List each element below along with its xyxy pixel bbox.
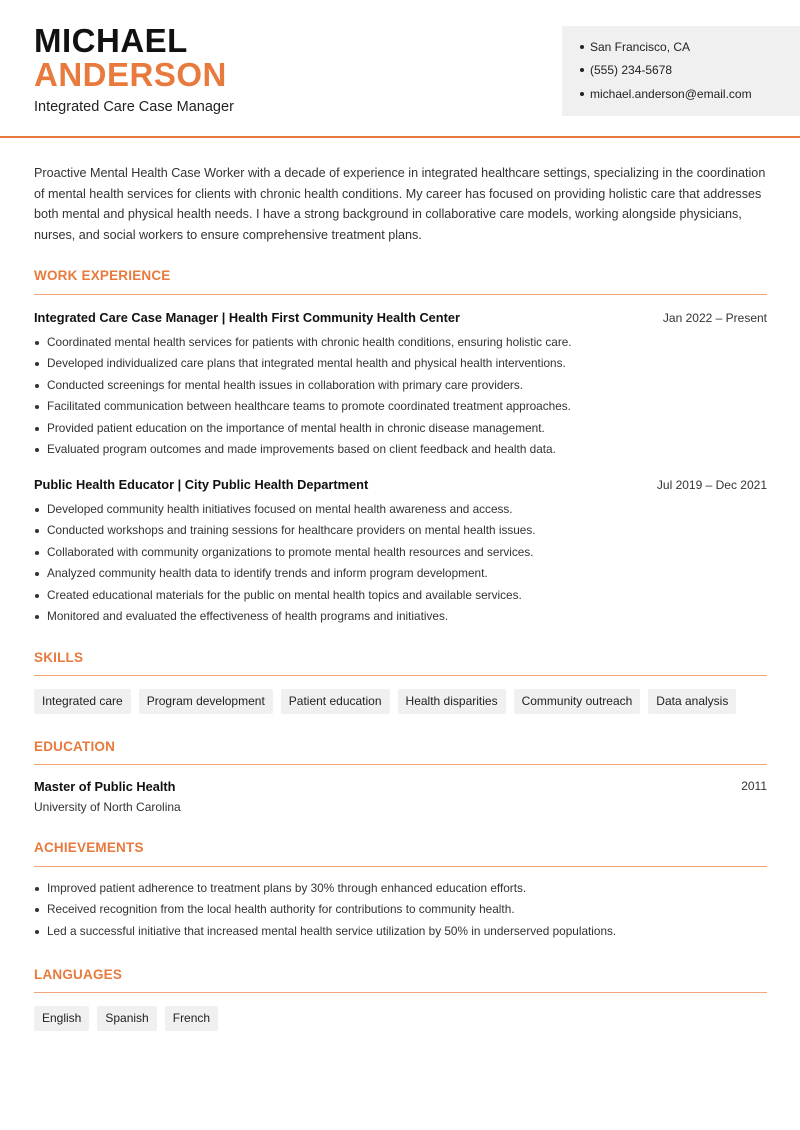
- list-item: Evaluated program outcomes and made improvements based on client feedback and health data.: [34, 439, 774, 460]
- section-divider: [34, 294, 767, 295]
- list-item: Collaborated with community organizations to promote mental health resources and services.: [34, 542, 774, 563]
- list-item: Monitored and evaluated the effectiveness of health programs and initiatives.: [34, 606, 774, 627]
- list-item: Facilitated communication between healthcare teams to promote coordinated treatment approaches.: [34, 396, 774, 417]
- language-tag: French: [165, 1006, 218, 1031]
- job-2-dates: Jul 2019 – Dec 2021: [656, 478, 767, 492]
- contact-email: [580, 87, 752, 101]
- language-tag: English: [34, 1006, 89, 1031]
- skills-tags: [34, 689, 736, 714]
- bullet-icon: [580, 92, 584, 96]
- section-divider: [34, 675, 767, 676]
- bullet-icon: [580, 68, 584, 72]
- job-1-dates: Jan 2022 – Present: [662, 311, 767, 325]
- list-item: Conducted screenings for mental health issues in collaboration with primary care providers.: [34, 375, 774, 396]
- headline-title: Integrated Care Case Manager: [34, 99, 234, 115]
- bullet-icon: [580, 45, 584, 49]
- section-divider: [34, 764, 767, 765]
- list-item: Developed individualized care plans that integrated mental health and physical health interventions.: [34, 353, 774, 374]
- list-item: Received recognition from the local health authority for contributions to community health.: [34, 899, 774, 920]
- skill-tag: Health disparities: [398, 689, 506, 714]
- professional-summary: Proactive Mental Health Case Worker with a decade of experience in integrated healthcare settings, specializing in the coordination of mental health services for clients with chronic health conditions. My career has focused on providing holistic care that addresses both mental and physical health needs. I have a strong background in collaborative care models, working alongside physicians, nurses, and social workers to ensure comprehensive treatment plans.: [34, 166, 766, 243]
- last-name: ANDERSON: [34, 56, 227, 93]
- first-name: MICHAEL: [34, 22, 188, 59]
- job-2-heading: Public Health Educator | City Public Health Department: [34, 477, 369, 492]
- contact-location-text: San Francisco, CA: [590, 40, 691, 54]
- contact-email-text: michael.anderson@email.com: [590, 87, 752, 101]
- skills-heading: SKILLS: [34, 650, 84, 665]
- list-item: Coordinated mental health services for patients with chronic health conditions, ensuring holistic care.: [34, 332, 774, 353]
- list-item: Conducted workshops and training sessions for healthcare providers on mental health issues.: [34, 520, 774, 541]
- section-divider: [34, 992, 767, 993]
- achievements-heading: ACHIEVEMENTS: [34, 840, 144, 855]
- languages-tags: [34, 1006, 218, 1031]
- skill-tag: Community outreach: [514, 689, 641, 714]
- skill-tag: Integrated care: [34, 689, 131, 714]
- work-experience-heading: WORK EXPERIENCE: [34, 268, 171, 283]
- contact-phone: [580, 63, 672, 77]
- skill-tag: Patient education: [281, 689, 390, 714]
- skill-tag: Data analysis: [648, 689, 736, 714]
- achievements-list: [34, 878, 774, 942]
- list-item: Developed community health initiatives focused on mental health awareness and access.: [34, 499, 774, 520]
- contact-phone-text: (555) 234-5678: [590, 63, 673, 77]
- skill-tag: Program development: [139, 689, 273, 714]
- job-2-bullets: [34, 499, 774, 627]
- section-divider: [34, 866, 767, 867]
- list-item: Provided patient education on the importance of mental health in chronic disease management.: [34, 418, 774, 439]
- language-tag: Spanish: [97, 1006, 156, 1031]
- education-school: University of North Carolina: [34, 800, 181, 814]
- education-heading: EDUCATION: [34, 739, 116, 754]
- list-item: Created educational materials for the public on mental health topics and available services.: [34, 585, 774, 606]
- list-item: Analyzed community health data to identify trends and inform program development.: [34, 563, 774, 584]
- contact-location: [580, 40, 690, 54]
- job-1-bullets: [34, 332, 774, 460]
- education-year: 2011: [741, 779, 767, 793]
- list-item: Improved patient adherence to treatment plans by 30% through enhanced education efforts.: [34, 878, 774, 899]
- education-degree: Master of Public Health: [34, 779, 176, 794]
- resume-header: [0, 0, 800, 138]
- contact-box: [562, 26, 800, 116]
- list-item: Led a successful initiative that increased mental health service utilization by 50% in underserved populations.: [34, 921, 774, 942]
- job-1-heading: Integrated Care Case Manager | Health First Community Health Center: [34, 310, 460, 325]
- languages-heading: LANGUAGES: [34, 967, 123, 982]
